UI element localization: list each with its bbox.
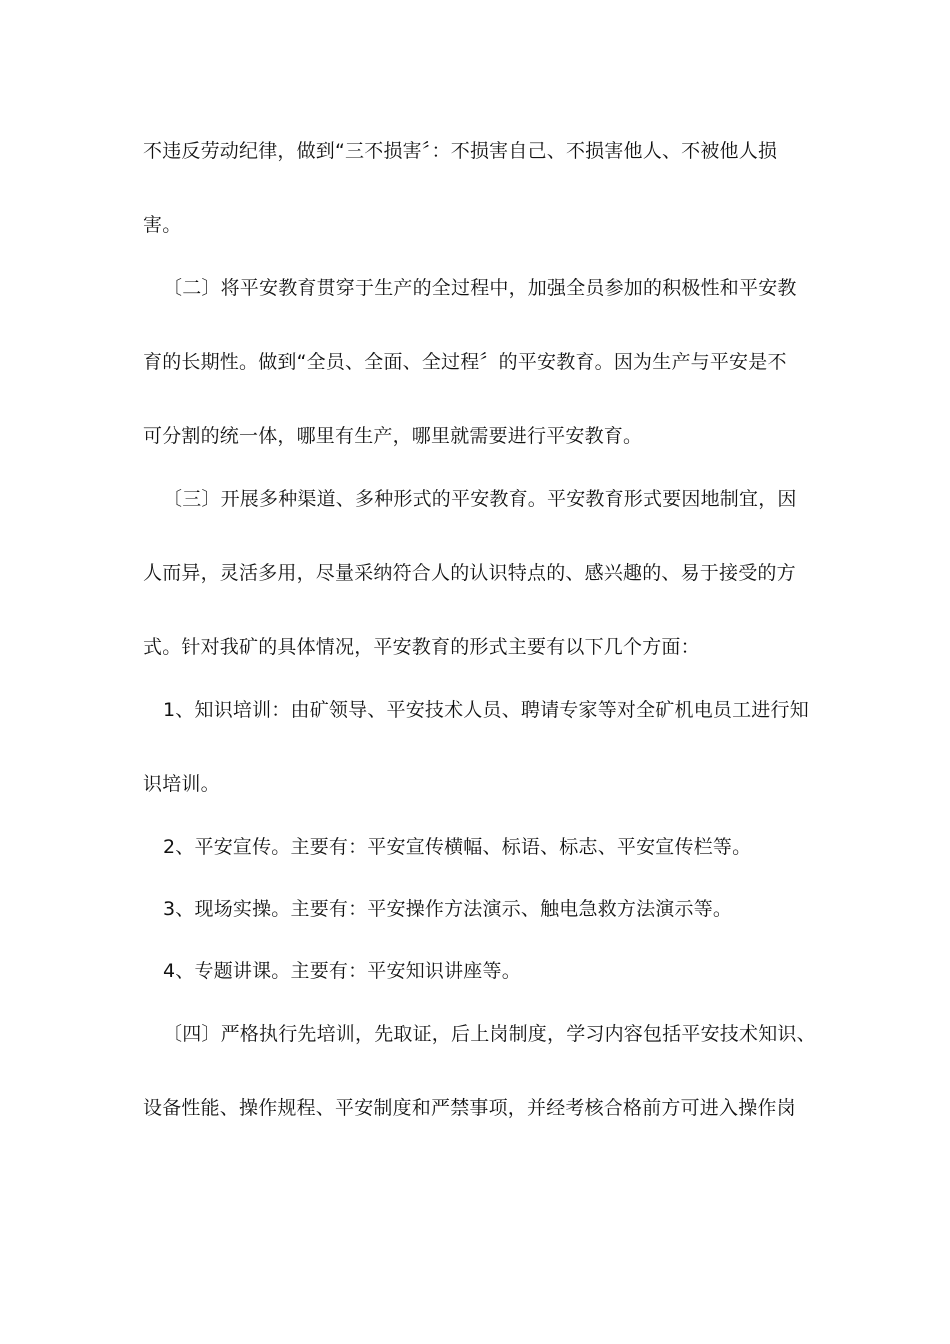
text-line: 害。 — [143, 214, 182, 236]
text-line: 3、现场实操。主要有：平安操作方法演示、触电急救方法演示等。 — [163, 898, 733, 920]
text-line: 式。针对我矿的具体情况，平安教育的形式主要有以下几个方面： — [143, 636, 700, 658]
text-line: 识培训。 — [143, 773, 220, 795]
text-line: 1、知识培训：由矿领导、平安技术人员、聘请专家等对全矿机电员工进行知 — [163, 699, 809, 721]
text-line: 〔四〕严格执行先培训，先取证，后上岗制度，学习内容包括平安技术知识、 — [163, 1023, 816, 1045]
text-line: 人而异，灵活多用，尽量采纳符合人的认识特点的、感兴趣的、易于接受的方 — [143, 562, 796, 584]
text-line: 可分割的统一体，哪里有生产，哪里就需要进行平安教育。 — [143, 425, 643, 447]
text-line: 〔二〕将平安教育贯穿于生产的全过程中，加强全员参加的积极性和平安教 — [163, 277, 797, 299]
text-line: 2、平安宣传。主要有：平安宣传横幅、标语、标志、平安宣传栏等。 — [163, 836, 752, 858]
text-line: 育的长期性。做到“全员、全面、全过程〞的平安教育。因为生产与平安是不 — [143, 351, 787, 373]
text-line: 4、专题讲课。主要有：平安知识讲座等。 — [163, 960, 521, 982]
text-line: 〔三〕开展多种渠道、多种形式的平安教育。平安教育形式要因地制宜，因 — [163, 488, 797, 510]
text-line: 设备性能、操作规程、平安制度和严禁事项，并经考核合格前方可进入操作岗 — [143, 1097, 796, 1119]
text-line: 不违反劳动纪律，做到“三不损害〞：不损害自己、不损害他人、不被他人损 — [143, 140, 778, 162]
